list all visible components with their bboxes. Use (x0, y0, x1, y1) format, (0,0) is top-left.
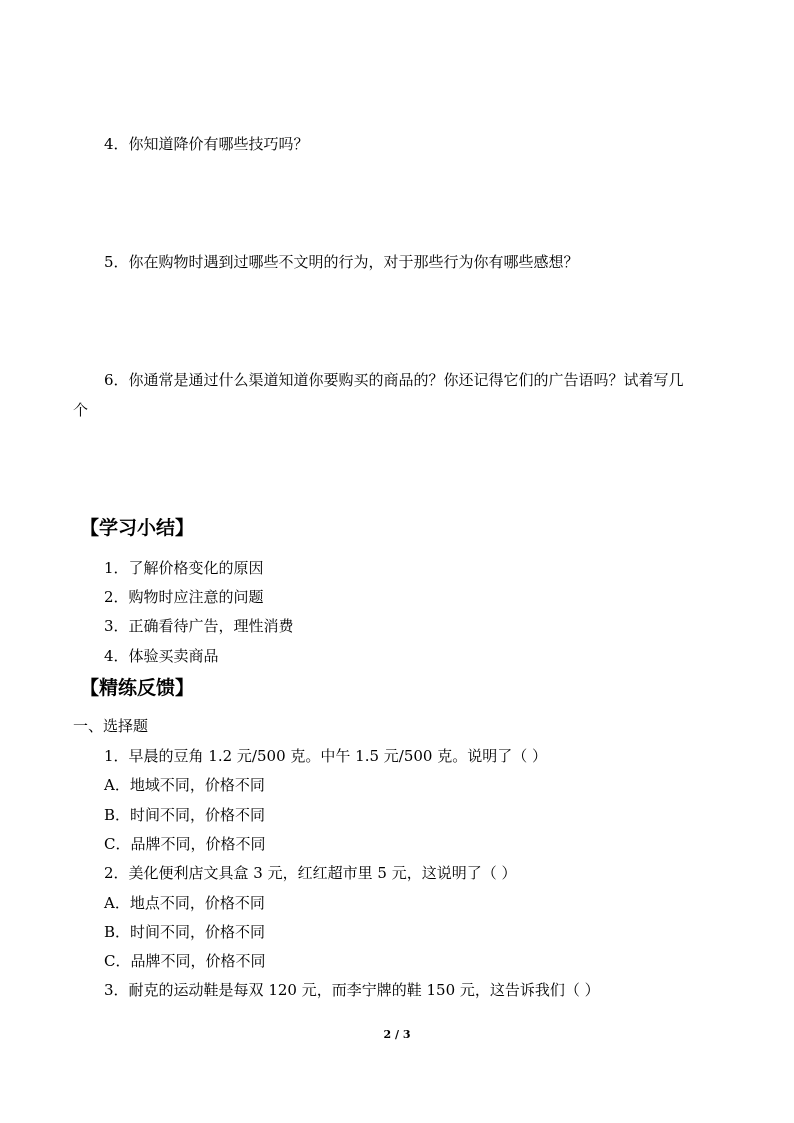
mc-question-3: 3．耐克的运动鞋是每双 120 元，而李宁牌的鞋 150 元，这告诉我们（ ） (104, 981, 600, 999)
mc-option: A．地域不同，价格不同 (104, 776, 265, 794)
page-number: 2 / 3 (383, 1028, 411, 1041)
mc-option: C．品牌不同，价格不同 (104, 835, 266, 853)
mc-option: A．地点不同，价格不同 (104, 894, 265, 912)
mc-option: B．时间不同，价格不同 (104, 923, 266, 941)
summary-item: 2．购物时应注意的问题 (104, 588, 264, 606)
mc-question-2: 2．美化便利店文具盒 3 元，红红超市里 5 元，这说明了（ ） (104, 864, 517, 882)
mc-option: B．时间不同，价格不同 (104, 806, 266, 824)
summary-item: 1．了解价格变化的原因 (104, 559, 264, 577)
question-6-line2: 个 (73, 401, 89, 419)
mc-question-1: 1．早晨的豆角 1.2 元/500 克。中午 1.5 元/500 克。说明了（ ） (104, 747, 548, 765)
summary-item: 4．体验买卖商品 (104, 647, 219, 665)
mc-option: C．品牌不同，价格不同 (104, 952, 266, 970)
question-6-line1: 6．你通常是通过什么渠道知道你要购买的商品的？你还记得它们的广告语吗？试着写几 (104, 371, 684, 389)
section-title: 一、选择题 (73, 717, 149, 735)
practice-heading: 【精练反馈】 (80, 677, 195, 699)
question-5: 5．你在购物时遇到过哪些不文明的行为，对于那些行为你有哪些感想？ (104, 253, 579, 271)
summary-heading: 【学习小结】 (80, 517, 195, 539)
summary-item: 3．正确看待广告，理性消费 (104, 617, 294, 635)
question-4: 4．你知道降价有哪些技巧吗？ (104, 135, 309, 153)
